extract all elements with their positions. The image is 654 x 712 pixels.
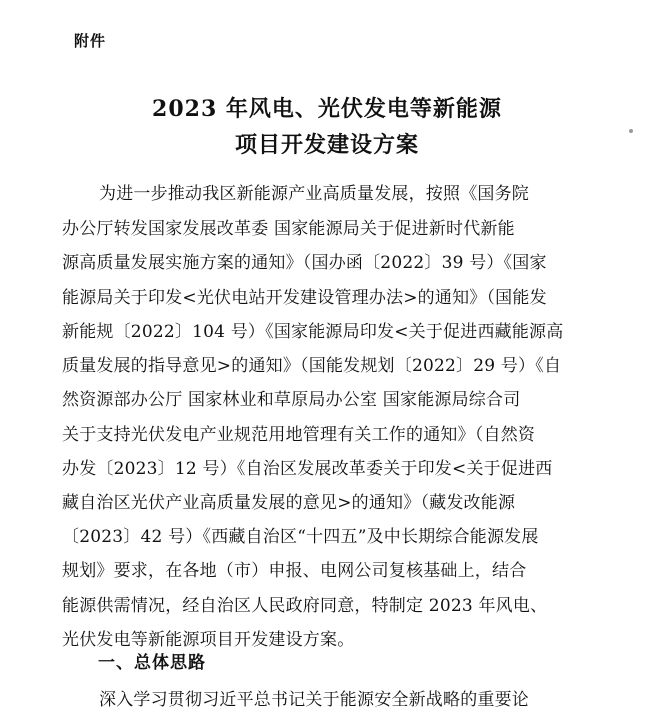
paragraph-line: 办发〔2023〕12 号）《自治区发展改革委关于印发<关于促进西 [62, 459, 553, 479]
document-title-line-2: 项目开发建设方案 [234, 132, 419, 158]
paragraph-line: 为进一步推动我区新能源产业高质量发展，按照《国务院 [99, 184, 529, 204]
attachment-label: 附件 [74, 32, 107, 50]
paragraph-line: 〔2023〕42 号）《西藏自治区“十四五”及中长期综合能源发展 [62, 527, 539, 547]
paragraph-line: 新能规〔2022〕104 号）《国家能源局印发<关于促进西藏能源高 [62, 322, 564, 342]
scan-speck [629, 129, 633, 133]
paragraph-line: 然资源部办公厅 国家林业和草原局办公室 国家能源局综合司 [62, 390, 521, 410]
section-heading: 一、总体思路 [98, 653, 206, 673]
paragraph-line: 能源局关于印发<光伏电站开发建设管理办法>的通知》（国能发 [62, 288, 547, 308]
paragraph-line: 能源供需情况，经自治区人民政府同意，特制定 2023 年风电、 [62, 596, 548, 616]
paragraph-line: 办公厅转发国家发展改革委 国家能源局关于促进新时代新能 [62, 219, 515, 239]
paragraph-line: 光伏发电等新能源项目开发建设方案。 [62, 630, 355, 650]
paragraph-line: 源高质量发展实施方案的通知》（国办函〔2022〕39 号）《国家 [62, 253, 547, 273]
paragraph-line: 深入学习贯彻习近平总书记关于能源安全新战略的重要论 [99, 690, 529, 710]
paragraph-line: 关于支持光伏发电产业规范用地管理有关工作的通知》（自然资 [62, 425, 536, 445]
paragraph-line: 藏自治区光伏产业高质量发展的意见>的通知》（藏发改能源 [62, 493, 516, 513]
paragraph-line: 规划》要求，在各地（市）申报、电网公司复核基础上，结合 [62, 561, 527, 581]
paragraph-line: 质量发展的指导意见>的通知》（国能发规划〔2022〕29 号）《自 [62, 356, 562, 376]
document-title-line-1: 2023 年风电、光伏发电等新能源 [152, 96, 502, 122]
